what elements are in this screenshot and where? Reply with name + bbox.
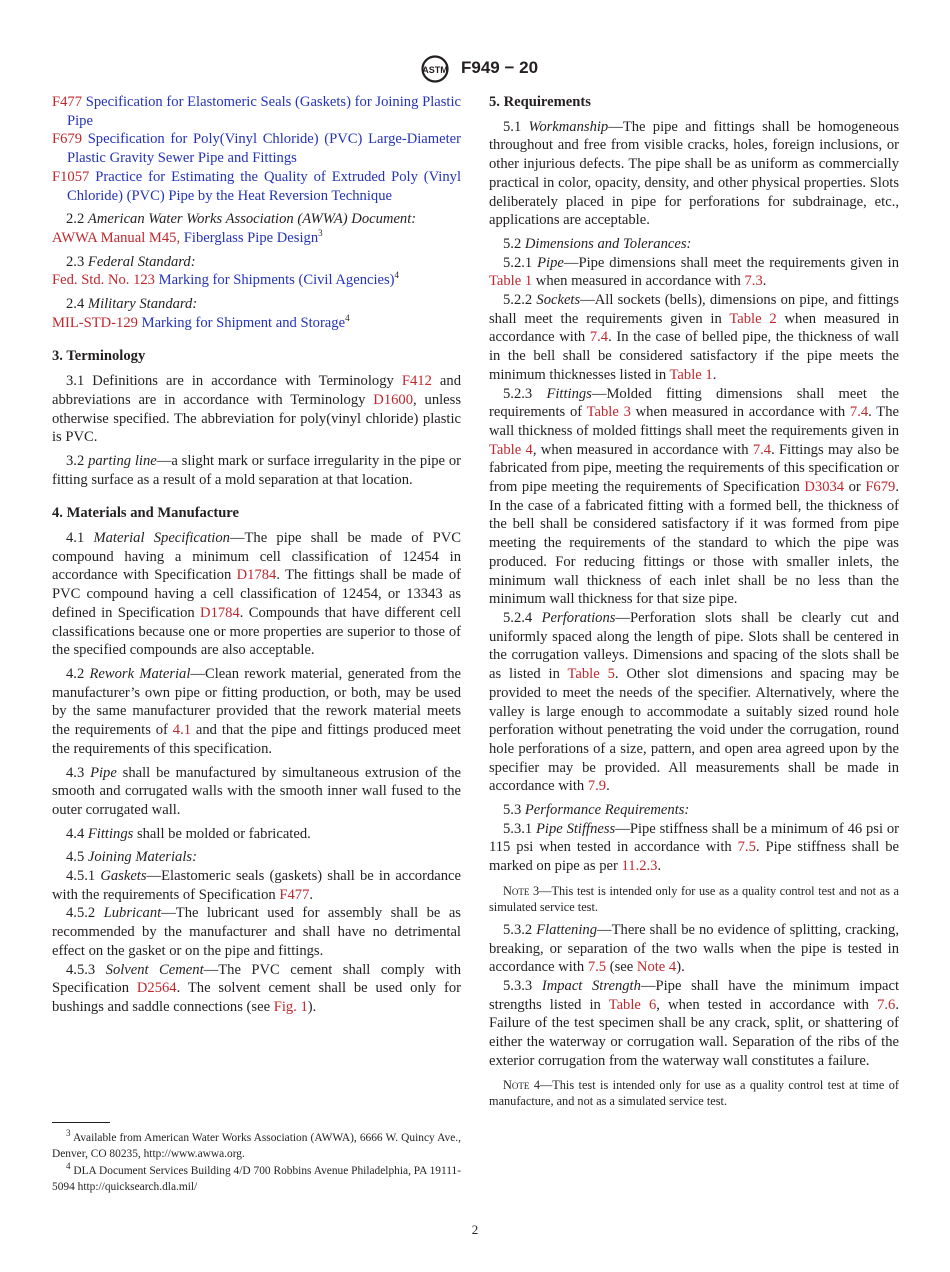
ref-title[interactable]: Specification for Elastomeric Seals (Gaskets) for Joining Plastic Pipe	[67, 94, 461, 129]
right-column	[489, 93, 899, 1115]
ref-link[interactable]: Fig. 1	[273, 998, 308, 1015]
ref-link[interactable]: D1784	[236, 567, 277, 584]
ref-link[interactable]: Table 2	[729, 310, 777, 327]
ref-link[interactable]: 7.4	[752, 441, 772, 458]
paragraph-5-2-1: 5.2.1 Pipe—Pipe dimensions shall meet the requirements given in Table 1 when measured in accordance with 7.3.	[489, 254, 899, 290]
paragraph-4-2: 4.2 Rework Material—Clean rework material, generated from the manufacturer’s own pipe or fitting production, or both, may be used by the same manufacturer provided that the rework material meets the requirements of 4.1 and that the pipe and fittings produced meet the requirements of this specification.	[52, 665, 461, 757]
paragraph-5-2-4: 5.2.4 Perforations—Perforation slots shall be clearly cut and uniformly spaced along the length of pipe. Slots shall be centered in the corrugation valleys. Dimensions and spacing of the slots shall be as listed in Table 5. Other slot dimensions and spacing may be provided to meet the needs of the specifier. Alternatively, where the valley is large enough to accommodate a suitably sized round hole perforation without penetrating the void under the corrugation, round hole perforations of a size, pattern, and open area agreed upon by the specifier may be provided. All measurements shall be made in accordance with 7.9.	[489, 609, 899, 795]
note-4: Note 4—This test is intended only for use as a quality control test at time of manufacture, and not as a simulated service test.	[489, 1078, 899, 1109]
ref-link[interactable]: Table 6	[608, 996, 657, 1013]
paragraph-5-3-3: 5.3.3 Impact Strength—Pipe shall have the minimum impact strengths listed in Table 6, when tested in accordance with 7.6. Failure of the test specimen shall be any crack, split, or shattering of either the waterway or corrugation wall. Separation of the ribs of the exterior corrugation from the waterway wall constitutes a failure.	[489, 977, 899, 1069]
ref-title[interactable]: Marking for Shipment and Storage	[141, 314, 346, 331]
ref-link[interactable]: Fed. Std. No. 123	[52, 272, 155, 289]
paragraph-5-2-2: 5.2.2 Sockets—All sockets (bells), dimensions on pipe, and fittings shall meet the requirements given in Table 2 when measured in accordance with 7.4. In the case of belled pipe, the thickness of wall in the bell shall be considered satisfactory if the pipe meets the minimum thicknesses listed in Table 1.	[489, 292, 900, 383]
page-header	[0, 55, 950, 85]
ref-link[interactable]: 7.4	[849, 404, 869, 421]
section-2-3: 2.3 Federal Standard:	[66, 253, 196, 270]
paragraph-5-2: 5.2 Dimensions and Tolerances:	[503, 235, 692, 252]
section-3-heading: 3. Terminology	[52, 348, 146, 365]
paragraph-3-2: 3.2 parting line—a slight mark or surface irregularity in the pipe or fitting surface as a result of a mold separation at that location.	[52, 452, 461, 488]
paragraph-3-1: 3.1 Definitions are in accordance with Terminology F412 and abbreviations are in accordance with Terminology D1600, unless otherwise specified. The abbreviation for poly(vinyl chloride) plastic is PVC.	[52, 373, 462, 446]
ref-link[interactable]: AWWA Manual M45,	[52, 229, 181, 246]
ref-f477	[52, 93, 461, 130]
ref-link[interactable]: F679	[865, 479, 896, 496]
ref-link[interactable]: F477	[52, 94, 83, 110]
ref-link[interactable]: Table 4	[489, 441, 533, 458]
ref-link[interactable]: F679	[52, 131, 83, 148]
footnotes	[52, 1128, 461, 1197]
ref-link[interactable]: 7.3	[744, 273, 763, 290]
paragraph-4-5-1: 4.5.1 Gaskets—Elastomeric seals (gaskets) shall be in accordance with the requirements of Specification F477.	[52, 868, 461, 903]
ref-fed-std: Fed. Std. No. 123 Marking for Shipments (Civil Agencies)$^4$	[52, 270, 400, 289]
paragraph-4-4: 4.4 Fittings shall be molded or fabricated.	[66, 825, 311, 842]
astm-logo-icon	[413, 55, 457, 83]
designation-title: F949 − 20	[461, 58, 539, 77]
ref-link[interactable]: D1784	[200, 604, 240, 621]
paragraph-5-3-1: 5.3.1 Pipe Stiffness—Pipe stiffness shall be a minimum of 46 psi or 115 psi when tested in accordance with 7.5. Pipe stiffness shall be marked on pipe as per 11.2.3.	[489, 820, 900, 875]
ref-link[interactable]: Table 3	[586, 404, 631, 421]
section-2-2: 2.2 American Water Works Association (AWWA) Document:	[66, 211, 417, 228]
ref-link[interactable]: Table 1	[669, 366, 713, 383]
ref-link[interactable]: 7.6	[877, 996, 896, 1013]
paragraph-5-3: 5.3 Performance Requirements:	[503, 802, 690, 819]
paragraph-4-5: 4.5 Joining Materials:	[66, 849, 197, 866]
ref-link[interactable]: Table 5	[567, 666, 615, 683]
ref-link[interactable]: MIL-STD-129	[52, 314, 138, 331]
ref-link[interactable]: 11.2.3	[621, 858, 658, 875]
ref-awwa: AWWA Manual M45, Fiberglass Pipe Design$^3$	[52, 228, 323, 246]
ref-link[interactable]: F477	[279, 886, 310, 903]
ref-f679	[52, 130, 461, 167]
note-3: Note 3—This test is intended only for use as a quality control test and not as a simulated service test.	[489, 883, 899, 914]
paragraph-4-1: 4.1 Material Specification—The pipe shall be made of PVC compound having a minimum cell classification of 12454 in accordance with Specification D1784. The fittings shall be made of PVC compound having a cell classification of 12454, or 13343 as defined in Specification D1784. Compounds that have different cell classifications because one or more properties are superior to those of the specified compounds are also acceptable.	[52, 530, 462, 659]
paragraph-4-3: 4.3 Pipe shall be manufactured by simultaneous extrusion of the smooth and corrugated walls with the smooth inner wall fused to the outer corrugated wall.	[52, 764, 461, 818]
ref-link[interactable]: 7.4	[589, 329, 609, 346]
left-column	[52, 93, 461, 1017]
ref-f1057	[52, 168, 461, 205]
ref-link[interactable]: 7.5	[587, 959, 607, 976]
ref-title[interactable]: Specification for Poly(Vinyl Chloride) (PVC) Large-Diameter Plastic Gravity Sewer Pipe and Fittings	[67, 131, 461, 167]
paragraph-4-5-3: 4.5.3 Solvent Cement—The PVC cement shall comply with Specification D2564. The solvent cement shall be used only for bushings and saddle connections (see Fig. 1).	[52, 961, 461, 1015]
ref-title[interactable]: Fiberglass Pipe Design	[183, 229, 319, 246]
svg-text:ASTM: ASTM	[422, 65, 448, 75]
section-4-heading: 4. Materials and Manufacture	[52, 505, 239, 522]
ref-mil-std: MIL-STD-129 Marking for Shipment and Storage$^4$	[52, 312, 350, 331]
page-number: 2	[471, 1222, 479, 1237]
ref-link[interactable]: D3034	[804, 479, 845, 496]
ref-title[interactable]: Marking for Shipments (Civil Agencies)	[158, 272, 395, 289]
footnote-divider	[52, 1122, 110, 1123]
paragraph-4-5-2: 4.5.2 Lubricant—The lubricant used for assembly shall be as recommended by the manufacturer and shall have no detrimental effect on the gasket or on the pipe and fittings.	[52, 905, 461, 959]
ref-link[interactable]: D1600	[373, 391, 414, 408]
paragraph-5-3-2: 5.3.2 Flattening—There shall be no evidence of splitting, cracking, breaking, or separation of the two walls when the pipe is tested in accordance with 7.5 (see Note 4).	[489, 921, 899, 976]
footnote-4: $^4$ DLA Document Services Building 4/D 700 Robbins Avenue Philadelphia, PA 19111-5094 http://quicksearch.dla.mil/	[52, 1161, 461, 1193]
ref-link[interactable]: F1057	[52, 168, 90, 185]
ref-link[interactable]: 7.9	[587, 778, 607, 795]
section-5-heading: 5. Requirements	[489, 94, 591, 110]
footnote-3: $^3$ Available from American Water Works Association (AWWA), 6666 W. Quincy Ave., Denver, CO 80235, http://www.awwa.org.	[52, 1128, 461, 1160]
ref-link[interactable]: D2564	[136, 980, 177, 997]
ref-link[interactable]: Note 4	[636, 959, 677, 976]
ref-link[interactable]: 7.5	[737, 839, 756, 856]
paragraph-5-1: 5.1 Workmanship—The pipe and fittings shall be homogeneous throughout and free from visible cracks, holes, foreign inclusions, or other injurious defects. The pipe shall be as uniform as commercially practical in color, opacity, density, and other physical properties. Slots deliberately placed in pipe for perforations for subdrainage, etc., applications are acceptable.	[489, 118, 899, 229]
ref-link[interactable]: Table 1	[489, 273, 533, 290]
section-2-4: 2.4 Military Standard:	[66, 296, 198, 313]
ref-link[interactable]: F412	[401, 373, 432, 390]
ref-link[interactable]: 4.1	[172, 722, 192, 739]
paragraph-5-2-3: 5.2.3 Fittings—Molded fitting dimensions shall meet the requirements of Table 3 when measured in accordance with 7.4. The wall thickness of molded fittings shall meet the requirements given in Table 4, when measured in accordance with 7.4. Fittings may also be fabricated from pipe, meeting the requirements of this specification or from pipe meeting the requirements of Specification D3034 or F679. In the case of a fabricated fitting with a formed bell, the thickness of the bell shall be considered satisfactory if it was formed from pipe meeting the requirements of the standard to which the pipe was produced. For reducing fittings or those with smaller inlets, the minimum wall thickness of each inlet shall be no less than the minimum wall thickness for that size pipe.	[489, 385, 899, 608]
ref-title[interactable]: Practice for Estimating the Quality of Extruded Poly (Vinyl Chloride) (PVC) Pipe by the Heat Reversion Technique	[67, 168, 461, 204]
